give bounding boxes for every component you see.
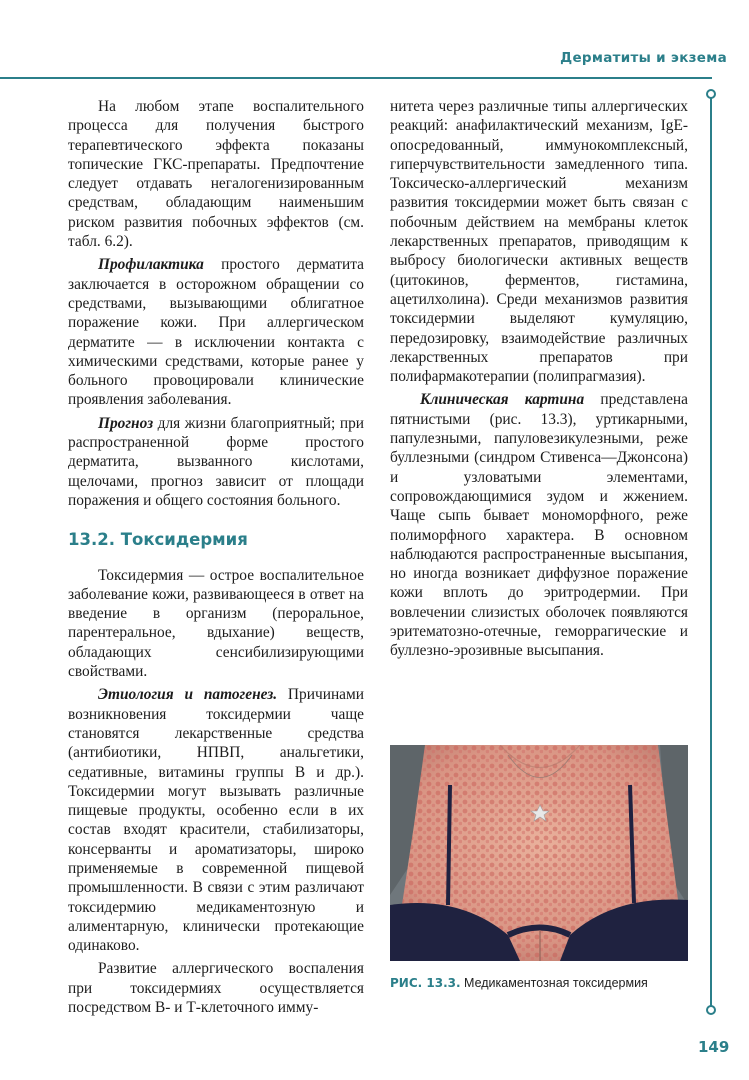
margin-rule-bottom-dot [706, 1005, 716, 1015]
figure-caption-text: Медикаментозная токсидермия [460, 976, 648, 990]
paragraph-text: Причинами возникновения токсидермии чаще становятся лекарственные средства (антибиотики, НПВП, анальгетики, седативные, витамины группы В и др.). Токсидермии могут вызывать различные пищевые продукты, особенно если в их состав входят красители, стабилизаторы, консерванты и ароматизаторы, широко применяемые в современной пищевой промышленности. В связи с этим различают токсидермию медикаментозную и алиментарную, клинически протекающие одинаково. [68, 686, 364, 955]
paragraph-text: для жизни благоприятный; при распространенной форме простого дерматита, вызванного кислотами, щелочами, прогноз зависит от площади поражения и общего состояния больного. [68, 414, 364, 509]
rash-photo-illustration [390, 745, 688, 961]
figure-caption [390, 976, 690, 990]
margin-rule-top-dot [706, 89, 716, 99]
figure-photo [390, 745, 688, 961]
left-column [68, 97, 364, 1017]
paragraph: На любом этапе воспалительного процесса для получения быстрого терапевтического эффекта показаны топические ГКС-препараты. Предпочтение следует отдавать негалогенизированным средствам, обладающим наименьшим риском развития побочных эффектов (см. табл. 6.2). [68, 98, 364, 251]
paragraph [68, 685, 364, 955]
section-heading: 13.2. Токсидермия [68, 530, 248, 550]
paragraph [68, 255, 364, 409]
paragraph: Токсидермия — острое воспалительное заболевание кожи, развивающееся в ответ на введение в организм (пероральное, парентеральное, вдыхание) веществ, обладающих сенсибилизирующими свойствами. [68, 566, 364, 681]
paragraph [390, 390, 688, 660]
right-column [390, 97, 688, 661]
running-title: Дерматиты и экзема [560, 50, 727, 66]
figure-label: РИС. 13.3. [390, 976, 461, 990]
term-clinical-picture: Клиническая картина [420, 391, 585, 409]
term-prophylaxis: Профилактика [98, 256, 204, 274]
page-number: 149 [698, 1038, 730, 1056]
margin-rule [710, 97, 712, 1007]
paragraph-text: простого дерматита заключается в осторожном обращении со средствами, вызывающими облигатное поражение кожи. При аллергическом дерматите — в исключении контакта с химическими средствами, которые ранее у больного провоцировали клинические проявления заболевания. [68, 256, 364, 409]
paragraph: Развитие аллергического воспаления при токсидермиях осуществляется посредством В- и Т-клеточного имму- [68, 960, 364, 1017]
paragraph: нитета через различные типы аллергических реакций: анафилактический механизм, IgE-опосредованный, иммунокомплексный, гиперчувствительности замедленного типа. Токсическо-аллергический механизм развития токсидермии может быть связан с побочным действием на мембраны клеток лекарственных препаратов, приводящим к выбросу биологически активных веществ (цитокинов, ферментов, гистамина, ацетилхолина). Среди механизмов развития токсидермии выделяют кумуляцию, передозировку, взаимодействие различных лекарственных препаратов при полифармакотерапии (полипрагмазия). [390, 98, 688, 386]
term-etiology: Этиология и патогенез. [98, 686, 278, 704]
term-prognosis: Прогноз [98, 414, 154, 432]
header-rule [0, 77, 712, 79]
paragraph-text: представлена пятнистыми (рис. 13.3), уртикарными, папулезными, папуловезикулезными, реже буллезными (синдром Стивенса—Джонсона) и узловатыми элементами, сопровождающимися зудом и жжением. Чаще сыпь бывает мономорфного, реже полиморфного характера. В основном наблюдаются распространенные высыпания, но иногда возникает диффузное поражение кожи вплоть до эритродермии. При вовлечении слизистых оболочек появляются эритематозно-отечные, геморрагические и буллезно-эрозивные высыпания. [390, 391, 688, 660]
paragraph [68, 414, 364, 510]
